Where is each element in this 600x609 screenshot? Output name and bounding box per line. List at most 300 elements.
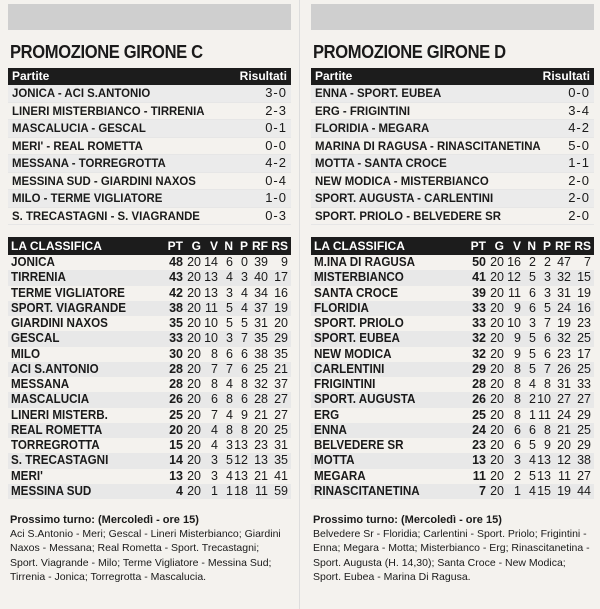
stat-v: 10 [204,331,218,346]
stat-n: 5 [529,270,536,285]
team-name: SPORT. AUGUSTA [314,392,416,407]
team-name: FRIGINTINI [314,377,376,391]
standings-row [311,392,594,407]
stat-g: 20 [490,453,504,468]
stat-pt: 29 [472,361,486,376]
results-rows [8,85,291,225]
stat-rf: 21 [254,407,268,422]
stat-rf: 24 [557,407,571,422]
stat-rs: 21 [274,361,288,376]
stat-rs: 17 [577,346,591,361]
stat-g: 20 [490,377,504,391]
team-name: TERME VIGLIATORE [11,285,125,300]
standings-row [8,484,291,499]
stat-n: 5 [529,438,536,452]
team-name: MESSANA [11,377,70,391]
stat-n: 5 [529,331,536,346]
stat-g: 20 [187,361,201,376]
standings-row [311,423,594,438]
stat-rf: 13 [254,453,268,468]
stat-rs: 19 [577,285,591,300]
stat-g: 20 [187,285,201,300]
standings-row [311,484,594,499]
standings-row [8,331,291,346]
stat-v: 13 [204,285,218,300]
stat-rf: 20 [557,438,571,452]
girone-d-column [311,0,594,609]
stat-p: 9 [241,407,248,422]
stat-g: 20 [187,316,201,330]
match-score: 0-4 [265,172,287,188]
stat-rf: 12 [557,453,571,468]
team-name: SPORT. EUBEA [314,331,400,346]
result-row [311,155,594,173]
stat-rs: 29 [577,407,591,422]
stat-p: 8 [544,422,551,437]
stat-g: 20 [187,300,201,315]
stat-n: 2 [529,255,536,269]
stat-v: 6 [211,392,218,407]
stat-p: 15 [537,483,551,498]
team-name: RINASCITANETINA [314,483,420,498]
stat-n: 3 [226,331,233,346]
next-round-fixtures: Aci S.Antonio - Meri; Gescal - Lineri Misterbianco; Giardini Naxos - Messana; Real Rometta - Sport. Trecastagni; Sport. Viagrande - Milo; Terme Vigliatore - Messina Sud; Tirrenia - Jonica; Torregrotta - Mascalucia. [10,528,281,583]
stat-p: 7 [544,316,551,330]
team-name: MOTTA [314,453,355,468]
stat-g: 20 [187,438,201,452]
standings-row [8,392,291,407]
stat-rs: 27 [274,392,288,407]
stat-n: 6 [226,255,233,269]
stat-p: 8 [241,377,248,391]
match-score: 2-0 [568,190,590,205]
stat-p: 8 [241,422,248,437]
stat-rs: 29 [274,331,288,346]
girone-d-next-round [311,513,594,584]
standings-header-n: N [527,239,536,253]
stat-p: 13 [234,468,248,483]
stat-pt: 24 [472,422,486,437]
stat-p: 13 [234,438,248,452]
stat-n: 1 [226,483,233,498]
team-name: BELVEDERE SR [314,438,404,452]
stat-v: 2 [514,468,521,483]
team-name: MISTERBIANCO [314,270,404,285]
match-score: 2-0 [568,207,590,223]
standings-row [8,423,291,438]
team-name: ERG [314,407,340,422]
stat-rs: 15 [577,270,591,285]
result-row [311,208,594,226]
stat-n: 5 [226,453,233,468]
stat-rf: 39 [254,255,268,269]
team-name: MESSINA SUD [11,483,92,498]
stat-p: 6 [241,346,248,361]
stat-v: 14 [204,255,218,269]
stat-rf: 11 [558,468,571,483]
match-score: 4-2 [568,120,590,135]
stat-v: 4 [211,422,218,437]
stat-v: 7 [211,407,218,422]
result-row [311,173,594,191]
stat-rf: 19 [557,483,571,498]
standings-row [8,255,291,270]
stat-v: 3 [514,453,521,468]
stat-g: 20 [490,407,504,422]
next-round-title: Prossimo turno: (Mercoledì - ore 15) [313,514,502,526]
standings-row [311,347,594,362]
results-header [311,68,594,85]
stat-g: 20 [490,361,504,376]
match-score: 0-3 [265,207,287,223]
stat-v: 8 [514,392,521,407]
standings-row [8,362,291,377]
result-row [311,85,594,103]
column-divider [299,0,300,609]
team-name: SPORT. VIAGRANDE [11,300,126,315]
stat-p: 9 [544,438,551,452]
stat-g: 20 [187,255,201,269]
results-header-results: Risultati [542,69,590,83]
standings-rows [311,255,594,499]
stat-v: 16 [507,255,521,269]
stat-g: 20 [490,316,504,330]
stat-rs: 35 [274,346,288,361]
stat-v: 9 [514,331,521,346]
standings-header-g: G [191,239,201,253]
standings-header-v: V [512,239,521,253]
stat-p: 7 [544,361,551,376]
stat-v: 11 [508,285,521,300]
stat-v: 10 [507,316,521,330]
stat-n: 4 [226,468,233,483]
match-score: 2-3 [265,102,287,118]
standings-header-rf: RF [252,239,268,253]
stat-p: 5 [544,300,551,315]
match-score: 1-0 [265,190,287,205]
stat-pt: 33 [472,316,486,330]
stat-rf: 32 [254,377,268,391]
stat-pt: 30 [169,346,183,361]
stat-n: 5 [226,300,233,315]
stat-rf: 23 [254,438,268,452]
team-name: MASCALUCIA [11,392,90,407]
stat-g: 20 [187,422,201,437]
results-header-matches: Partite [315,69,353,83]
stat-pt: 28 [169,361,183,376]
team-name: MEGARA [314,468,366,483]
team-name: TORREGROTTA [11,438,100,452]
stat-g: 20 [187,468,201,483]
match-name: ERG - FRIGINTINI [315,103,410,118]
girone-d-title: PROMOZIONE GIRONE D [313,42,506,62]
stat-rs: 29 [577,438,591,452]
stat-rf: 21 [557,422,571,437]
standings-row [311,362,594,377]
stat-v: 8 [211,377,218,391]
team-name: JONICA [11,255,55,269]
team-name: MERI' [11,468,43,483]
stat-rs: 25 [577,422,591,437]
stat-p: 5 [241,316,248,330]
match-score: 3-4 [568,102,590,118]
stat-n: 4 [226,270,233,285]
girone-c-next-round [8,513,291,584]
stat-pt: 20 [169,422,183,437]
stat-p: 4 [241,300,248,315]
match-score: 5-0 [568,137,590,153]
team-name: S. TRECASTAGNI [11,453,109,468]
stat-rf: 40 [254,270,268,285]
team-name: M.INA DI RAGUSA [314,255,415,269]
stat-rs: 25 [577,331,591,346]
stat-p: 13 [537,453,551,468]
standings-row [8,408,291,423]
team-name: MILO [11,346,41,361]
result-row [8,190,291,208]
stat-rf: 25 [254,361,268,376]
stat-n: 6 [529,285,536,300]
stat-rf: 31 [254,316,268,330]
stat-v: 13 [204,270,218,285]
team-name: FLORIDIA [314,300,369,315]
stat-rs: 33 [577,377,591,391]
stat-g: 20 [490,422,504,437]
stat-n: 3 [529,316,536,330]
stat-rf: 34 [254,285,268,300]
match-name: ENNA - SPORT. EUBEA [315,86,442,100]
next-round-fixtures: Belvedere Sr - Floridia; Carlentini - Sport. Priolo; Frigintini - Enna; Megara - Motta; Misterbianco - Erg; Rinascitanetina - Sport. Augusta (H. 14,30); Santa Croce - New Modica; Sport. Eubea - Marina Di Ragusa. [313,528,590,583]
standings-header-team: LA CLASSIFICA [11,239,102,253]
stat-v: 4 [211,438,218,452]
stat-n: 6 [529,422,536,437]
stat-n: 5 [529,346,536,361]
result-row [8,173,291,191]
stat-rs: 16 [274,285,288,300]
match-name: MOTTA - SANTA CROCE [315,156,447,170]
match-name: MESSANA - TORREGROTTA [12,156,166,170]
top-band [311,4,594,30]
match-name: JONICA - ACI S.ANTONIO [12,86,151,100]
stat-pt: 48 [169,255,183,269]
stat-n: 4 [226,407,233,422]
stat-g: 20 [490,483,504,498]
standings-header-g: G [494,239,504,253]
stat-rs: 9 [281,255,288,269]
team-name: SPORT. PRIOLO [314,316,404,330]
stat-pt: 43 [169,270,183,285]
stat-v: 10 [204,316,218,330]
standings-row [311,301,594,316]
standings-header-v: V [209,239,218,253]
match-score: 0-0 [265,137,287,153]
stat-n: 3 [226,285,233,300]
stat-rf: 47 [557,255,571,269]
standings-header-pt: PT [167,239,183,253]
stat-p: 7 [241,331,248,346]
match-name: MASCALUCIA - GESCAL [12,121,146,135]
stat-pt: 15 [169,438,183,452]
result-row [8,138,291,156]
standings-header-rs: RS [271,239,288,253]
result-row [8,120,291,138]
stat-pt: 42 [169,285,183,300]
stat-v: 12 [507,270,521,285]
standings-row [8,347,291,362]
stat-p: 6 [544,331,551,346]
match-score: 0-1 [265,120,287,135]
stat-pt: 32 [472,331,486,346]
team-name: LINERI MISTERB. [11,407,108,422]
match-name: S. TRECASTAGNI - S. VIAGRANDE [12,208,200,223]
stat-v: 6 [514,422,521,437]
girone-c-standings-table [8,237,291,499]
stat-v: 9 [514,346,521,361]
stat-pt: 32 [472,346,486,361]
girone-d-standings-table [311,237,594,499]
results-header-matches: Partite [12,69,50,83]
girone-d-results-table [311,68,594,225]
stat-n: 5 [529,361,536,376]
standings-header-rf: RF [555,239,571,253]
standings-row [311,316,594,331]
stat-rf: 31 [557,285,571,300]
match-score: 3-0 [265,85,287,100]
standings-row [311,286,594,301]
stat-pt: 28 [169,377,183,391]
stat-pt: 13 [472,453,486,468]
stat-pt: 14 [169,453,183,468]
match-name: MERI' - REAL ROMETTA [12,138,143,153]
standings-row [8,270,291,285]
stat-v: 8 [514,407,521,422]
team-name: NEW MODICA [314,346,392,361]
stat-p: 8 [544,377,551,391]
stat-p: 11 [538,407,551,422]
stat-rs: 27 [577,392,591,407]
stat-v: 3 [211,468,218,483]
standings-row [311,438,594,453]
stat-g: 20 [490,255,504,269]
stat-p: 3 [544,270,551,285]
standings-row [8,453,291,468]
stat-p: 4 [241,285,248,300]
stat-rs: 19 [274,300,288,315]
stat-rf: 37 [254,300,268,315]
result-row [311,120,594,138]
stat-rf: 21 [254,468,268,483]
stat-n: 4 [529,453,536,468]
stat-g: 20 [490,468,504,483]
stat-v: 7 [211,361,218,376]
stat-pt: 23 [472,438,486,452]
girone-c-column [8,0,291,609]
stat-rs: 25 [274,422,288,437]
results-rows [311,85,594,225]
standings-header [311,237,594,255]
stat-pt: 13 [169,468,183,483]
stat-g: 20 [187,453,201,468]
standings-row [8,438,291,453]
standings-row [311,331,594,346]
stat-pt: 33 [472,300,486,315]
stat-p: 3 [241,270,248,285]
stat-rf: 38 [254,346,268,361]
standings-header-n: N [224,239,233,253]
team-name: TIRRENIA [11,270,66,285]
stat-pt: 28 [472,377,486,391]
stat-rf: 26 [557,361,571,376]
stat-g: 20 [490,438,504,452]
result-row [311,190,594,208]
team-name: GESCAL [11,331,60,346]
result-row [8,208,291,226]
stat-n: 4 [529,377,536,391]
stat-rf: 28 [254,392,268,407]
standings-header-p: P [239,239,248,253]
stat-n: 5 [226,316,233,330]
stat-n: 6 [529,300,536,315]
stat-p: 0 [241,255,248,269]
stat-g: 20 [490,270,504,285]
match-name: MARINA DI RAGUSA - RINASCITANETINA [315,138,541,153]
stat-p: 13 [537,468,551,483]
stat-pt: 25 [472,407,486,422]
stat-rf: 32 [557,331,571,346]
stat-n: 6 [226,346,233,361]
standings-row [8,301,291,316]
match-name: SPORT. PRIOLO - BELVEDERE SR [315,208,502,223]
standings-row [8,316,291,331]
stat-rf: 27 [557,392,571,407]
stat-pt: 41 [472,270,486,285]
stat-p: 6 [241,392,248,407]
match-name: LINERI MISTERBIANCO - TIRRENIA [12,103,205,118]
stat-g: 20 [187,392,201,407]
match-score: 1-1 [568,155,590,170]
stat-v: 11 [205,300,218,315]
stat-rf: 23 [557,346,571,361]
stat-g: 20 [490,346,504,361]
stat-g: 20 [490,331,504,346]
stat-p: 10 [537,392,551,407]
standings-row [8,377,291,392]
result-row [8,103,291,121]
team-name: ACI S.ANTONIO [11,361,99,376]
standings-row [311,255,594,270]
stat-v: 8 [514,361,521,376]
stat-pt: 4 [176,483,183,498]
stat-rs: 35 [274,453,288,468]
stat-p: 2 [544,255,551,269]
team-name: CARLENTINI [314,361,385,376]
top-band [8,4,291,30]
stat-v: 8 [514,377,521,391]
stat-pt: 33 [169,331,183,346]
stat-rs: 27 [577,468,591,483]
stat-pt: 35 [169,316,183,330]
result-row [311,103,594,121]
stat-g: 20 [187,377,201,391]
match-name: MILO - TERME VIGLIATORE [12,191,163,205]
stat-pt: 38 [169,300,183,315]
stat-p: 3 [544,285,551,300]
standings-header-team: LA CLASSIFICA [314,239,405,253]
results-header [8,68,291,85]
match-name: FLORIDIA - MEGARA [315,121,430,135]
stat-pt: 25 [169,407,183,422]
stat-rf: 20 [254,422,268,437]
